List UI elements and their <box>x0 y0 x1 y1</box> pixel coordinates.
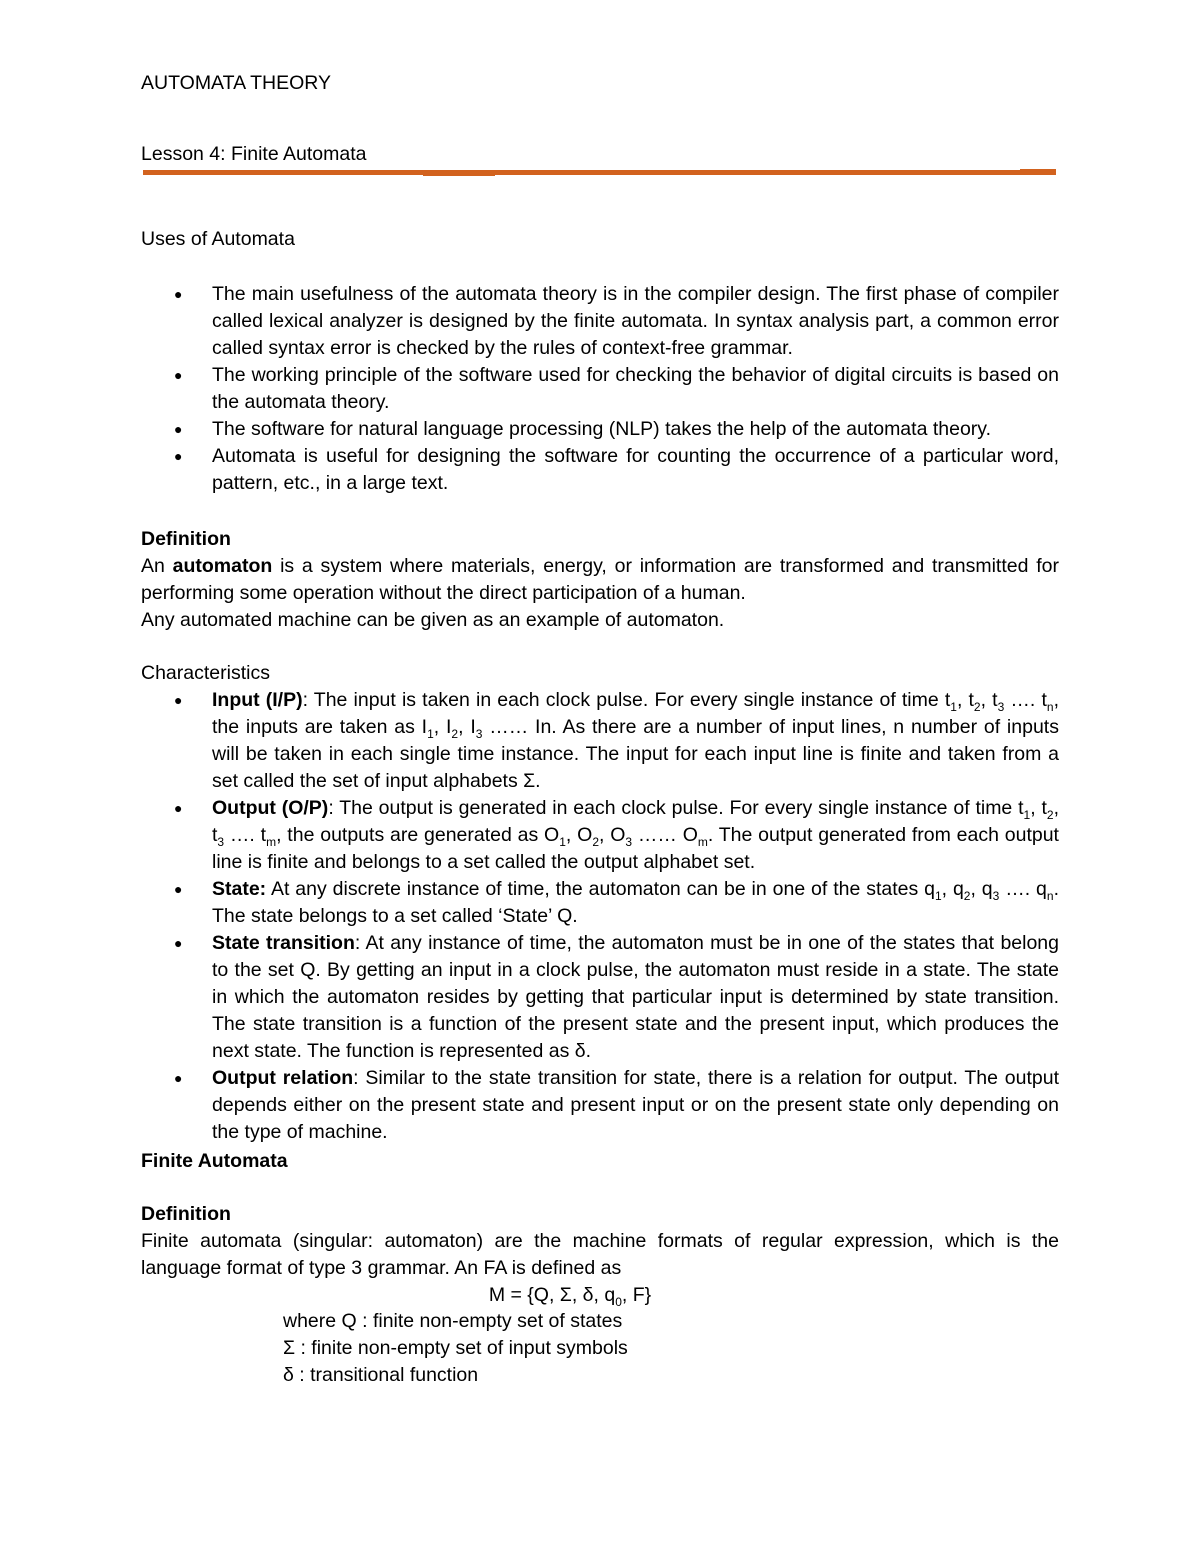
bullet-icon: ● <box>174 367 183 383</box>
finite-automata-heading: Finite Automata <box>141 1150 288 1172</box>
list-item: ● Input (I/P): The input is taken in each clock pulse. For every single instance of time $t_1$, $t_2$, $t_3$ …. $t_n$, the inputs are taken as $I_1$, $I_2$, $I_3$ …… In. As there are a number of input lines, n number of inputs will be taken in each single time instance. The input for each input line is finite and taken from a set called the set of input alphabets Σ. <box>174 689 1059 792</box>
characteristics-list <box>141 687 1059 1146</box>
list-item: ● Automata is useful for designing the software for counting the occurrence of a particular word, pattern, etc., in a large text. <box>174 445 1059 494</box>
characteristics-heading: Characteristics <box>141 662 270 684</box>
uses-heading: Uses of Automata <box>141 228 295 250</box>
fa-formula: M = {Q, Σ, δ, $q_0$, F} <box>488 1284 652 1309</box>
bullet-icon: ● <box>174 448 183 464</box>
bullet-icon: ● <box>174 692 183 708</box>
uses-list <box>141 281 1059 497</box>
header-rule-accent <box>1020 169 1056 171</box>
bullet-icon: ● <box>174 881 183 897</box>
fa-definition-heading: Definition <box>141 1203 231 1225</box>
list-item: ● The working principle of the software used for checking the behavior of digital circuits is based on the automata theory. <box>174 364 1059 413</box>
bullet-icon: ● <box>174 286 183 302</box>
definition-heading: Definition <box>141 528 231 550</box>
header-rule <box>143 170 1056 175</box>
bullet-icon: ● <box>174 1070 183 1086</box>
list-item: ● The software for natural language processing (NLP) takes the help of the automata theory. <box>141 416 1059 443</box>
header-rule-accent <box>423 174 495 176</box>
definition-paragraph: An automaton is a system where materials, energy, or information are transformed and transmitted for performing some operation without the direct participation of a human. <box>141 555 1059 604</box>
list-item: ● State: At any discrete instance of time, the automaton can be in one of the states $q_1$, $q_2$, $q_3$ …. $q_n$. The state belongs to a set called ‘State’ Q. <box>174 878 1059 927</box>
bullet-icon: ● <box>174 935 183 951</box>
list-item: ● State transition: At any instance of time, the automaton must be in one of the states that belong to the set Q. By getting an input in a clock pulse, the automaton must reside in a state. The state in which the automaton resides by getting that particular input is determined by state transition. The state transition is a function of the present state and the present input, which produces the next state. The function is represented as δ. <box>174 932 1059 1062</box>
document-title: AUTOMATA THEORY <box>141 72 331 94</box>
list-item: ● Output relation: Similar to the state transition for state, there is a relation for output. The output depends either on the present state and present input or on the present state only depending on the type of machine. <box>174 1067 1059 1143</box>
fa-where-states: where Q : finite non-empty set of states <box>283 1310 623 1332</box>
list-item: ● Output (O/P): The output is generated in each clock pulse. For every single instance of time $t_1$, $t_2$, $t_3$ …. $t_m$, the outputs are generated as $O_1$, $O_2$, $O_3$ …… $O_m$. The output generated from each output line is finite and belongs to a set called the output alphabet set. <box>174 797 1059 873</box>
lesson-title: Lesson 4: Finite Automata <box>141 143 367 165</box>
fa-where-transition: δ : transitional function <box>283 1364 479 1386</box>
definition-example: Any automated machine can be given as an example of automaton. <box>141 609 725 631</box>
list-item: ● The main usefulness of the automata theory is in the compiler design. The first phase of compiler called lexical analyzer is designed by the finite automata. In syntax analysis part, a common error called syntax error is checked by the rules of context-free grammar. <box>174 283 1059 359</box>
bullet-icon: ● <box>174 800 183 816</box>
bullet-icon: ● <box>174 421 183 437</box>
fa-where-symbols: Σ : finite non-empty set of input symbols <box>283 1337 628 1359</box>
fa-definition-paragraph: Finite automata (singular: automaton) are the machine formats of regular expression, which is the language format of type 3 grammar. An FA is defined as <box>141 1230 1059 1279</box>
